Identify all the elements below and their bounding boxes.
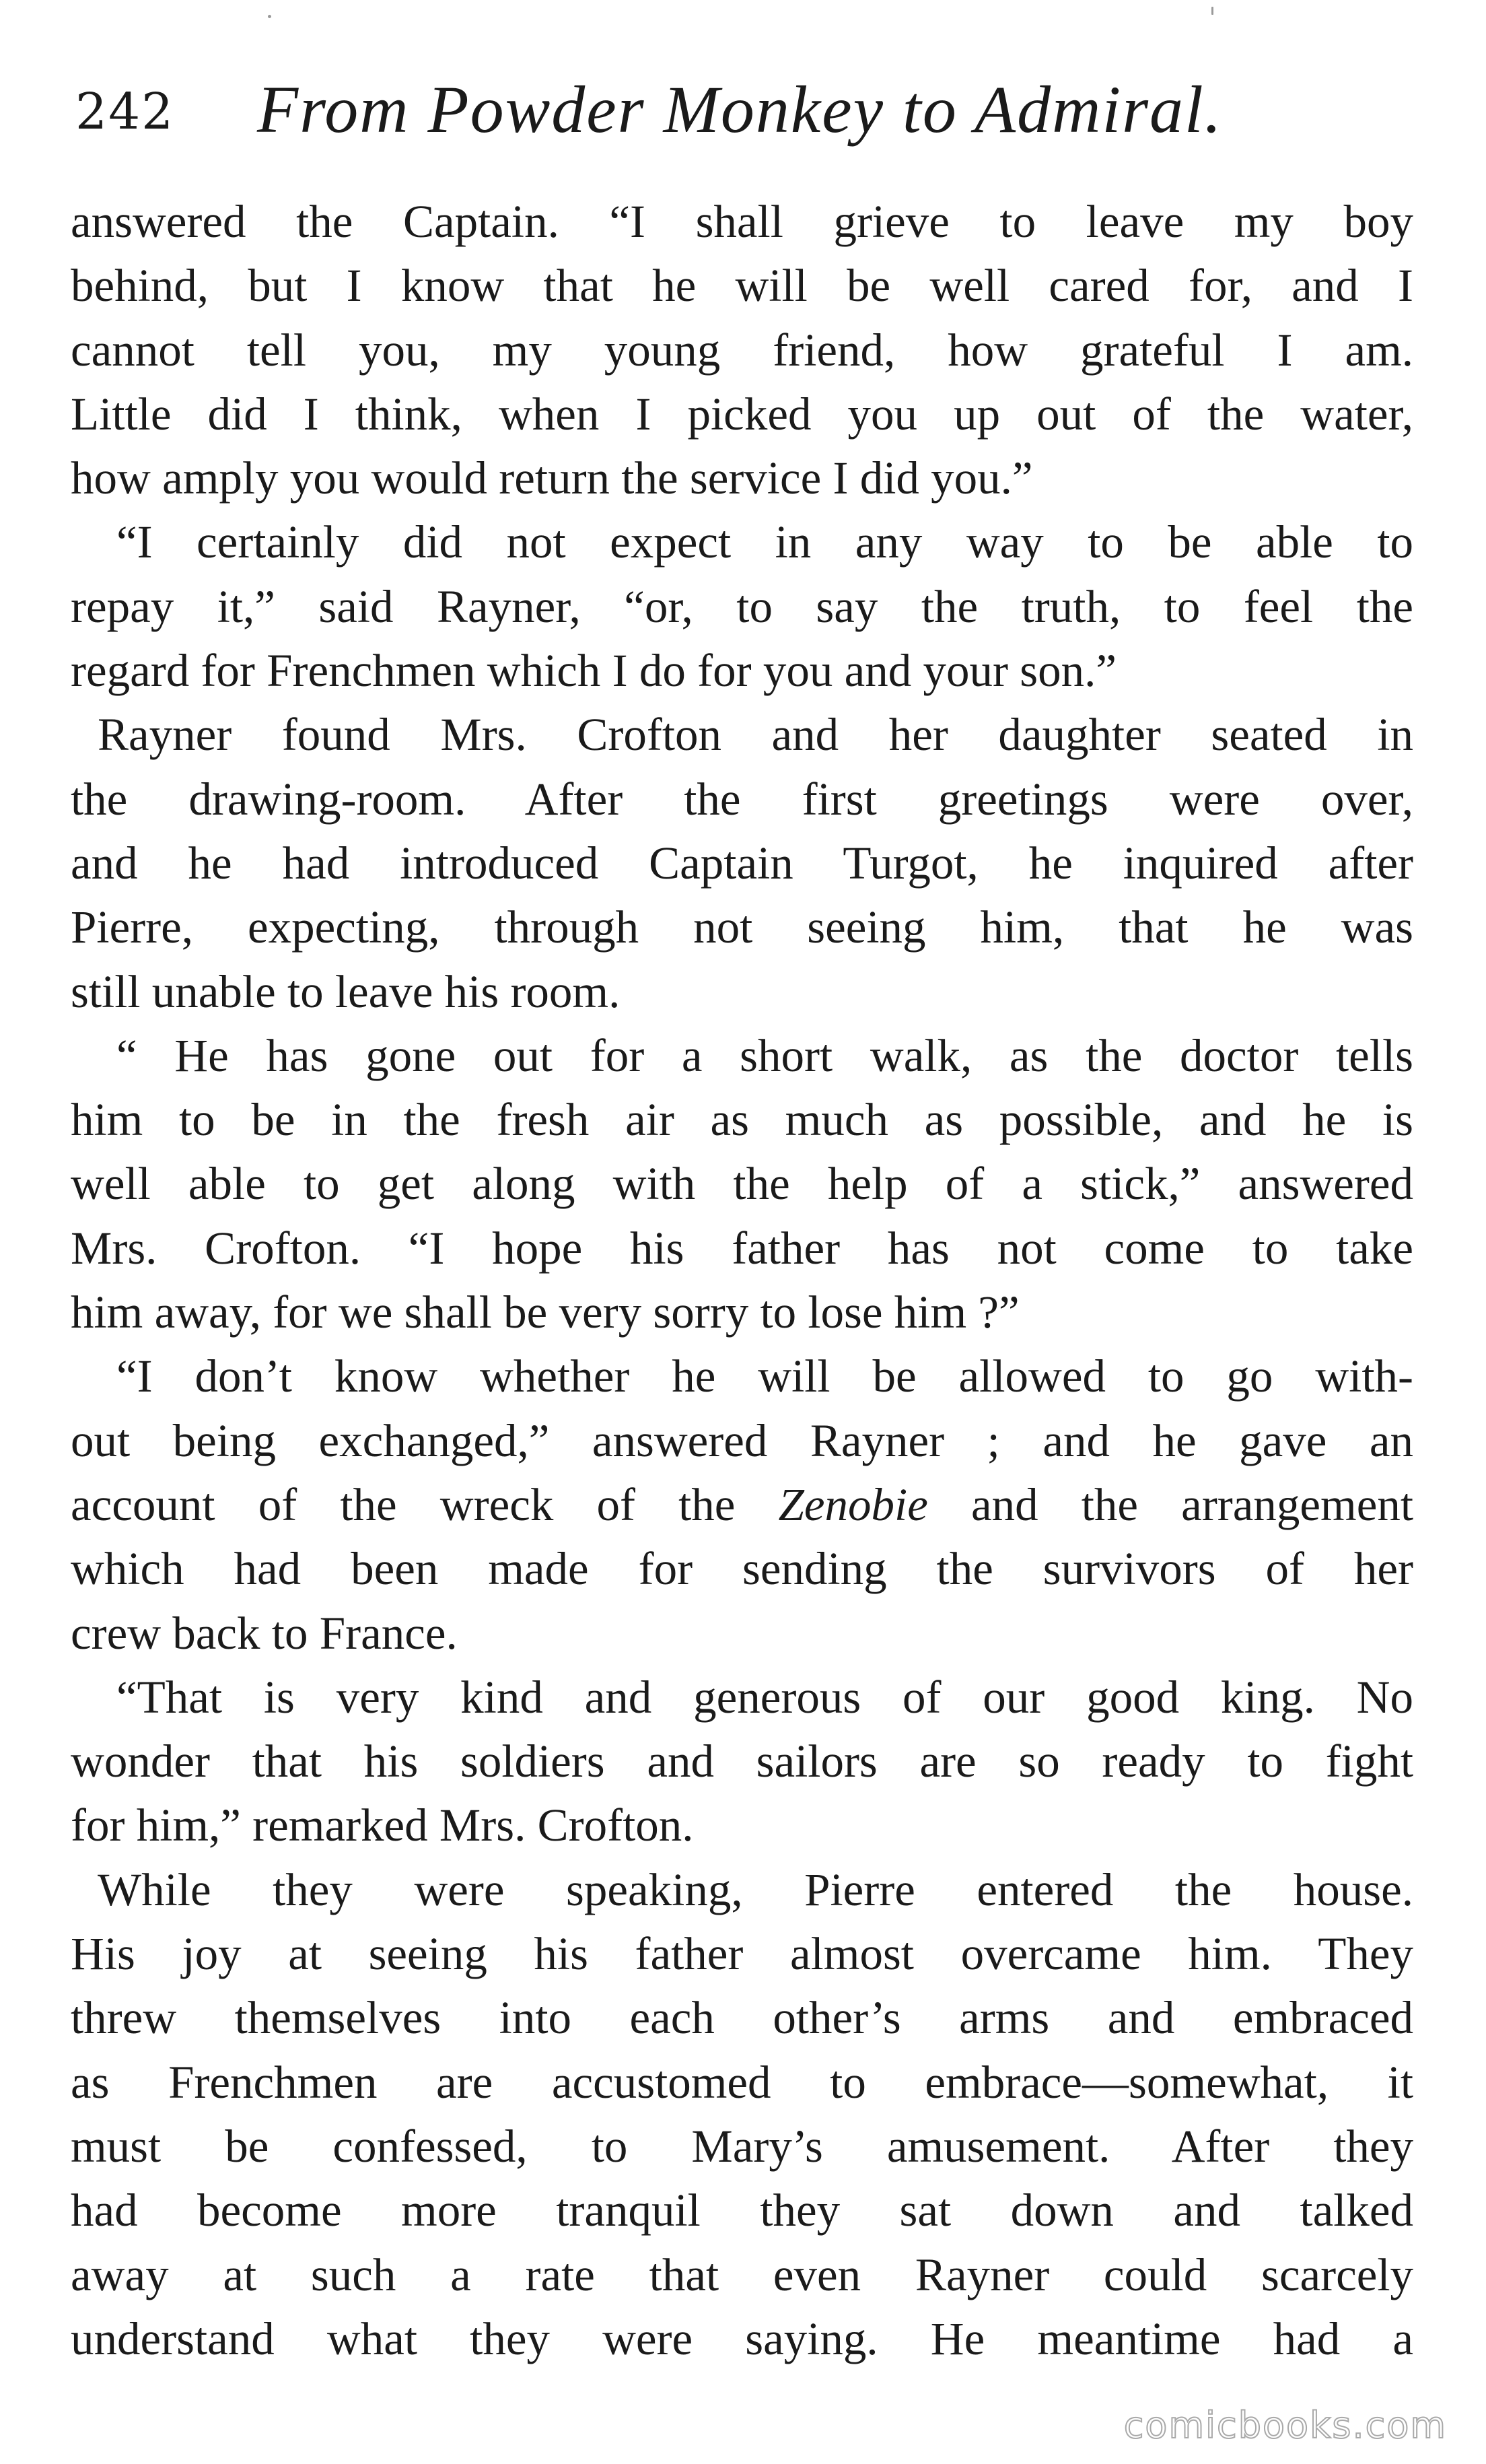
body-text — [71, 190, 1413, 2371]
text-line: how amply you would return the service I did you.” — [71, 452, 1033, 504]
text-line: Pierre, expecting, through not seeing him, that he was — [71, 901, 1413, 953]
text-line: wonder that his soldiers and sailors are so ready to fight — [71, 1736, 1413, 1787]
text-line: must be confessed, to Mary’s amusement. After they — [71, 2120, 1413, 2172]
text-line: crew back to France. — [71, 1607, 458, 1659]
text-line: away at such a rate that even Rayner could scarcely — [71, 2249, 1413, 2300]
text-line: as Frenchmen are accustomed to embrace—somewhat, it — [71, 2056, 1413, 2108]
print-speck — [1211, 7, 1213, 15]
text-line: for him,” remarked Mrs. Crofton. — [71, 1800, 694, 1851]
text-line: repay it,” said Rayner, “or, to say the truth, to feel the — [71, 580, 1413, 632]
text-line: the drawing-room. After the first greetings were over, — [71, 773, 1413, 825]
text-line: him away, for we shall be very sorry to lose him ?” — [71, 1287, 1020, 1338]
text-line: Mrs. Crofton. “I hope his father has not come to take — [71, 1222, 1413, 1274]
text-line: well able to get along with the help of a stick,” answered — [71, 1158, 1413, 1210]
text-line: which had been made for sending the survivors of her — [71, 1543, 1413, 1595]
text-line: out being exchanged,” answered Rayner ; and he gave an — [71, 1414, 1413, 1466]
book-title: From Powder Monkey to Admiral. — [257, 72, 1223, 147]
text-line: “That is very kind and generous of our good king. No — [116, 1671, 1413, 1723]
text-line: regard for Frenchmen which I do for you and your son.” — [71, 645, 1117, 697]
ship-name: Zenobie — [778, 1478, 928, 1530]
text-line: “I don’t know whether he will be allowed to go with- — [116, 1350, 1413, 1402]
text-line: still unable to leave his room. — [71, 965, 621, 1017]
text-line: While they were speaking, Pierre entered the house. — [98, 1863, 1413, 1915]
text-line: “I certainly did not expect in any way to be able to — [116, 516, 1413, 568]
running-head — [75, 71, 1408, 145]
print-speck — [268, 15, 271, 18]
text-line: answered the Captain. “I shall grieve to leave my boy — [71, 196, 1413, 247]
text-line: “ He has gone out for a short walk, as the doctor tells — [116, 1029, 1413, 1081]
text-line: Rayner found Mrs. Crofton and her daughter seated in — [98, 709, 1413, 761]
text-line: Little did I think, when I picked you up out of the water, — [71, 388, 1413, 440]
text-line: and he had introduced Captain Turgot, he inquired after — [71, 837, 1413, 889]
text-line: threw themselves into each other’s arms and embraced — [71, 1992, 1413, 2044]
page-number: 242 — [75, 83, 175, 141]
text-line: had become more tranquil they sat down and talked — [71, 2185, 1413, 2236]
text-line: account of the wreck of the Zenobie and the arrangement — [71, 1478, 1413, 1530]
text-line: him to be in the fresh air as much as possible, and he is — [71, 1094, 1413, 1146]
text-line: cannot tell you, my young friend, how grateful I am. — [71, 324, 1413, 376]
text-line: His joy at seeing his father almost overcame him. They — [71, 1928, 1413, 1980]
watermark: comicbooks.com — [1123, 2404, 1447, 2446]
text-line: behind, but I know that he will be well cared for, and I — [71, 260, 1413, 312]
text-line: understand what they were saying. He meantime had a — [71, 2313, 1413, 2364]
